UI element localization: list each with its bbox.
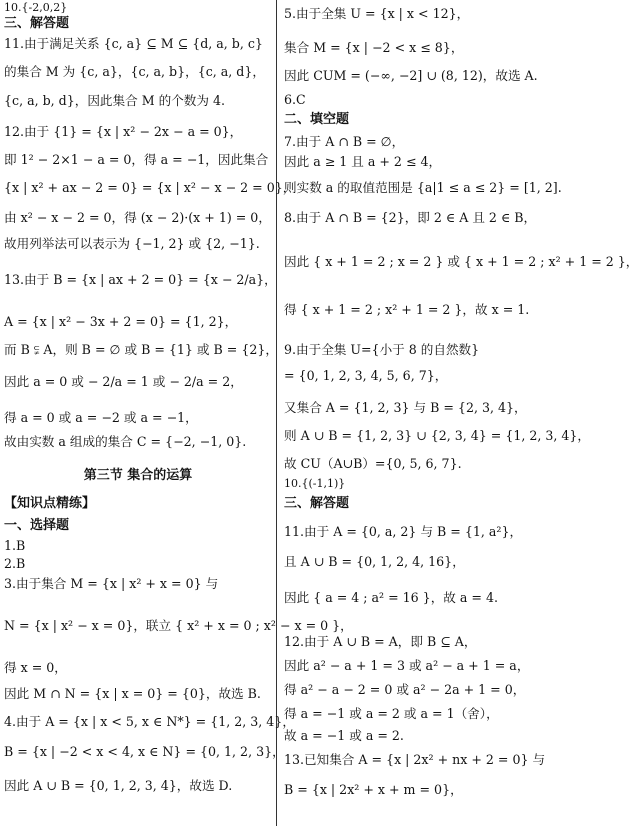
text-line: B = {x | 2x² + x + m = 0}，	[284, 782, 463, 797]
text-line: {x | x² + ax − 2 = 0} = {x | x² − x − 2 = 0}，	[4, 180, 296, 195]
text-line: 12.由于 {1} = {x | x² − 2x − a = 0}，	[4, 124, 243, 139]
text-line: 得 a = −1 或 a = 2 或 a = 1（舍），	[284, 706, 499, 721]
text-line: 而 B ⫋ A，则 B = ∅ 或 B = {1} 或 B = {2}，	[4, 342, 278, 357]
text-line: 故用列举法可以表示为 {−1, 2} 或 {2, −1}.	[4, 236, 260, 251]
text-line: 因此 a = 0 或 − 2/a = 1 或 − 2/a = 2，	[4, 374, 243, 389]
text-line: 即 1² − 2×1 − a = 0，得 a = −1，因此集合	[4, 152, 269, 167]
text-line: 集合 M = {x | −2 < x ≤ 8}，	[284, 40, 464, 55]
text-line: 10.{(-1,1)}	[284, 477, 346, 490]
text-line: 13.已知集合 A = {x | 2x² + nx + 2 = 0} 与	[284, 752, 546, 767]
text-line: 因此 CUM = (−∞, −2] ∪ (8, 12)，故选 A.	[284, 68, 538, 83]
text-line: 得 a = 0 或 a = −2 或 a = −1，	[4, 410, 198, 425]
text-line: 因此 { x + 1 = 2 ; x = 2 } 或 { x + 1 = 2 ; x² + 1 = 2 }，	[284, 254, 638, 269]
text-line: 得 x = 0，	[4, 660, 67, 675]
text-line: 4.由于 A = {x | x < 5, x ∈ N*} = {1, 2, 3, 4}，	[4, 714, 295, 729]
section-heading: 【知识点精练】	[4, 496, 96, 511]
text-line: 则 A ∪ B = {1, 2, 3} ∪ {2, 3, 4} = {1, 2, 3, 4}，	[284, 428, 591, 443]
text-line: 11.由于 A = {0, a, 2} 与 B = {1, a²}，	[284, 524, 523, 539]
text-line: 1.B	[4, 538, 26, 553]
text-line: 11.由于满足关系 {c, a} ⊆ M ⊆ {d, a, b, c}	[4, 36, 263, 51]
section-heading: 第三节 集合的运算	[83, 468, 193, 483]
text-line: 故由实数 a 组成的集合 C = {−2, −1, 0}.	[4, 434, 247, 449]
section-heading: 二、填空题	[284, 112, 350, 127]
text-line: 又集合 A = {1, 2, 3} 与 B = {2, 3, 4}，	[284, 400, 527, 415]
text-line: 因此 a² − a + 1 = 3 或 a² − a + 1 = a，	[284, 658, 530, 673]
text-line: 由 x² − x − 2 = 0，得 (x − 2)·(x + 1) = 0，	[4, 210, 271, 225]
text-line: 8.由于 A ∩ B = {2}，即 2 ∈ A 且 2 ∈ B，	[284, 210, 537, 225]
text-line: 10.{-2,0,2}	[4, 1, 68, 14]
text-line: 得 { x + 1 = 2 ; x² + 1 = 2 }，故 x = 1.	[284, 302, 530, 317]
section-heading: 三、解答题	[284, 496, 350, 511]
text-line: 因此 { a = 4 ; a² = 16 }，故 a = 4.	[284, 590, 498, 605]
text-line: B = {x | −2 < x < 4, x ∈ N} = {0, 1, 2, 3}，	[4, 744, 285, 759]
text-line: 得 a² − a − 2 = 0 或 a² − 2a + 1 = 0，	[284, 682, 526, 697]
text-line: {c, a, b, d}，因此集合 M 的个数为 4.	[4, 93, 225, 108]
text-line: 7.由于 A ∩ B = ∅，	[284, 134, 405, 149]
text-line: N = {x | x² − x = 0}，联立 { x² + x = 0 ; x² − x = 0 }，	[4, 618, 353, 633]
section-heading: 一、选择题	[4, 518, 70, 533]
text-line: 9.由于全集 U={小于 8 的自然数}	[284, 342, 480, 357]
text-line: 6.C	[284, 92, 306, 107]
text-line: 因此 M ∩ N = {x | x = 0} = {0}，故选 B.	[4, 686, 261, 701]
text-line: 5.由于全集 U = {x | x < 12}，	[284, 6, 470, 21]
text-line: A = {x | x² − 3x + 2 = 0} = {1, 2}，	[4, 314, 238, 329]
section-heading: 三、解答题	[4, 16, 70, 31]
text-line: 因此 A ∪ B = {0, 1, 2, 3, 4}，故选 D.	[4, 778, 233, 793]
text-line: 13.由于 B = {x | ax + 2 = 0} = {x − 2/a}，	[4, 272, 277, 287]
text-line: 且 A ∪ B = {0, 1, 2, 4, 16}，	[284, 554, 465, 569]
text-line: 则实数 a 的取值范围是 {a|1 ≤ a ≤ 2} = [1, 2].	[284, 180, 562, 195]
text-line: = {0, 1, 2, 3, 4, 5, 6, 7}，	[284, 368, 448, 383]
text-line: 故 a = −1 或 a = 2.	[284, 728, 404, 743]
text-line: 因此 a ≥ 1 且 a + 2 ≤ 4，	[284, 154, 442, 169]
column-divider	[276, 0, 277, 826]
text-line: 12.由于 A ∪ B = A，即 B ⊆ A，	[284, 634, 477, 649]
text-line: 3.由于集合 M = {x | x² + x = 0} 与	[4, 576, 219, 591]
text-line: 故 CU（A∪B）={0, 5, 6, 7}.	[284, 456, 462, 471]
text-line: 的集合 M 为 {c, a}，{c, a, b}，{c, a, d}，	[4, 64, 265, 79]
text-line: 2.B	[4, 556, 26, 571]
